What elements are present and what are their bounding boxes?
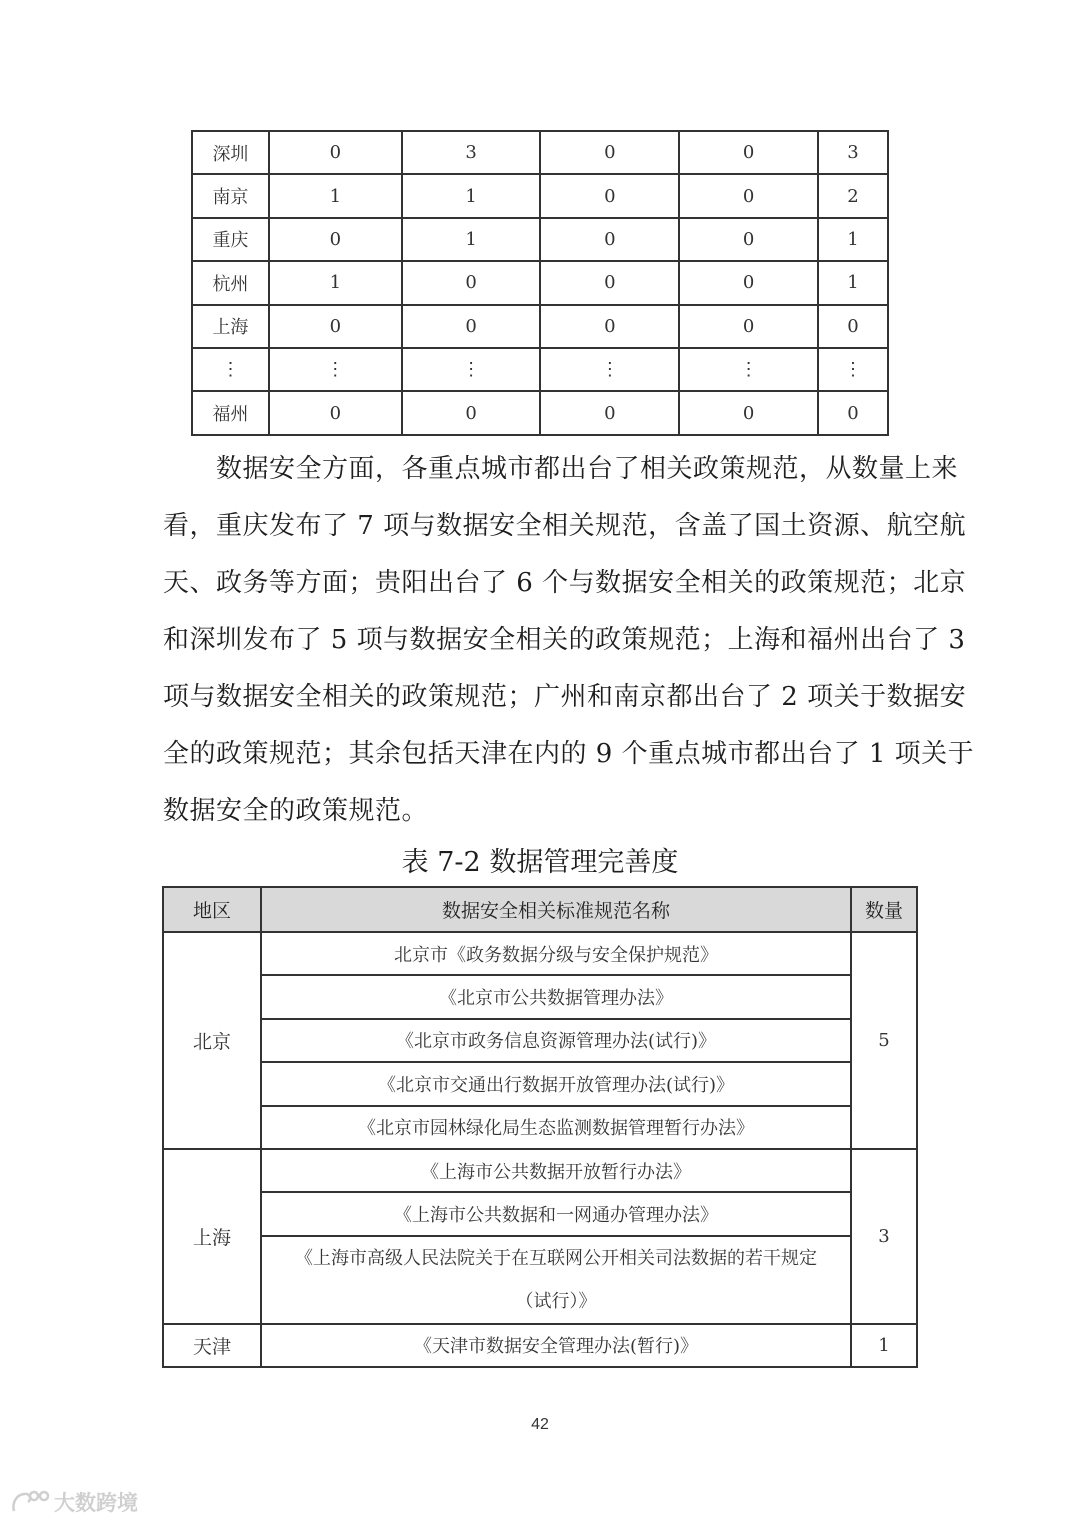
city-cell: 南京 [192, 174, 269, 217]
table-row [163, 1192, 917, 1235]
paragraph-line: 全的政策规范；其余包括天津在内的 9 个重点城市都出台了 1 项关于 [163, 739, 975, 769]
header-name: 数据安全相关标准规范名称 [261, 887, 851, 932]
value-cell: 0 [402, 391, 541, 434]
header-count: 数量 [851, 887, 917, 932]
table-row [163, 1149, 917, 1192]
value-cell: 0 [540, 174, 679, 217]
city-cell: 深圳 [192, 131, 269, 174]
header-region: 地区 [163, 887, 261, 932]
table-caption: 表 7-2 数据管理完善度 [401, 847, 679, 878]
city-cell: 杭州 [192, 261, 269, 304]
brand-logo-icon [10, 1489, 50, 1515]
value-cell: 0 [402, 305, 541, 348]
table-row [163, 932, 917, 975]
table-row [163, 1324, 917, 1367]
value-cell: 2 [818, 174, 888, 217]
value-cell: 0 [679, 261, 818, 304]
table-row [192, 391, 888, 434]
policy-name-cell: 《北京市政务信息资源管理办法(试行)》 [261, 1019, 851, 1062]
paragraph-line: 数据安全方面，各重点城市都出台了相关政策规范，从数量上来 [163, 454, 959, 484]
body-paragraph [163, 441, 975, 840]
table-header-row [163, 887, 917, 932]
table-row-ellipsis [192, 348, 888, 391]
ellipsis-cell: ⋮ [192, 348, 269, 391]
table-row [163, 1106, 917, 1149]
table-row [192, 261, 888, 304]
value-cell: 3 [402, 131, 541, 174]
paragraph-line: 项与数据安全相关的政策规范；广州和南京都出台了 2 项关于数据安 [163, 682, 967, 712]
ellipsis-cell: ⋮ [679, 348, 818, 391]
table-row [163, 1019, 917, 1062]
paragraph-line: 看，重庆发布了 7 项与数据安全相关规范，含盖了国土资源、航空航 [163, 511, 967, 541]
value-cell: 0 [818, 305, 888, 348]
table-row [192, 305, 888, 348]
value-cell: 0 [402, 261, 541, 304]
policy-table [162, 886, 918, 1368]
value-cell: 0 [269, 391, 402, 434]
value-cell: 1 [402, 218, 541, 261]
table-row [192, 131, 888, 174]
policy-name-cell: 北京市《政务数据分级与安全保护规范》 [261, 932, 851, 975]
table-row [163, 1236, 917, 1324]
policy-name-cell-multiline [261, 1236, 851, 1324]
policy-name-cell: 《上海市公共数据和一网通办管理办法》 [261, 1192, 851, 1235]
watermark-text: 大数跨境 [54, 1491, 138, 1515]
city-cell: 上海 [192, 305, 269, 348]
value-cell: 1 [402, 174, 541, 217]
city-cell: 福州 [192, 391, 269, 434]
value-cell: 1 [269, 174, 402, 217]
policy-name-line: 《上海市高级人民法院关于在互联网公开相关司法数据的若干规定 [295, 1247, 817, 1269]
value-cell: 0 [540, 305, 679, 348]
table-row [163, 975, 917, 1018]
ellipsis-cell: ⋮ [402, 348, 541, 391]
ellipsis-cell: ⋮ [818, 348, 888, 391]
policy-name-cell: 《北京市交通出行数据开放管理办法(试行)》 [261, 1062, 851, 1105]
value-cell: 1 [818, 218, 888, 261]
page-number: 42 [531, 1416, 549, 1433]
count-cell-tianjin: 1 [851, 1324, 917, 1367]
value-cell: 0 [540, 391, 679, 434]
policy-name-cell: 《北京市公共数据管理办法》 [261, 975, 851, 1018]
paragraph-line: 数据安全的政策规范。 [163, 796, 429, 826]
value-cell: 0 [269, 131, 402, 174]
value-cell: 0 [540, 131, 679, 174]
value-cell: 0 [679, 174, 818, 217]
region-cell-beijing: 北京 [163, 932, 261, 1149]
watermark [10, 1487, 138, 1517]
paragraph-line: 天、政务等方面；贵阳出台了 6 个与数据安全相关的政策规范；北京 [163, 568, 967, 598]
value-cell: 1 [818, 261, 888, 304]
value-cell: 0 [269, 305, 402, 348]
table-row [192, 174, 888, 217]
region-cell-shanghai: 上海 [163, 1149, 261, 1324]
table-row [192, 218, 888, 261]
value-cell: 3 [818, 131, 888, 174]
value-cell: 0 [540, 218, 679, 261]
policy-name-line: （试行）》 [515, 1290, 597, 1312]
value-cell: 0 [679, 131, 818, 174]
value-cell: 0 [679, 218, 818, 261]
city-cell: 重庆 [192, 218, 269, 261]
value-cell: 0 [269, 218, 402, 261]
count-cell-beijing: 5 [851, 932, 917, 1149]
ellipsis-cell: ⋮ [269, 348, 402, 391]
policy-name-cell: 《上海市公共数据开放暂行办法》 [261, 1149, 851, 1192]
policy-name-cell: 《天津市数据安全管理办法(暂行)》 [261, 1324, 851, 1367]
value-cell: 0 [679, 391, 818, 434]
value-cell: 0 [540, 261, 679, 304]
value-cell: 0 [679, 305, 818, 348]
table-row [163, 1062, 917, 1105]
count-cell-shanghai: 3 [851, 1149, 917, 1324]
policy-name-cell: 《北京市园林绿化局生态监测数据管理暂行办法》 [261, 1106, 851, 1149]
value-cell: 0 [818, 391, 888, 434]
ellipsis-cell: ⋮ [540, 348, 679, 391]
region-cell-tianjin: 天津 [163, 1324, 261, 1367]
city-count-table [191, 130, 889, 436]
paragraph-line: 和深圳发布了 5 项与数据安全相关的政策规范；上海和福州出台了 3 [163, 625, 966, 655]
value-cell: 1 [269, 261, 402, 304]
